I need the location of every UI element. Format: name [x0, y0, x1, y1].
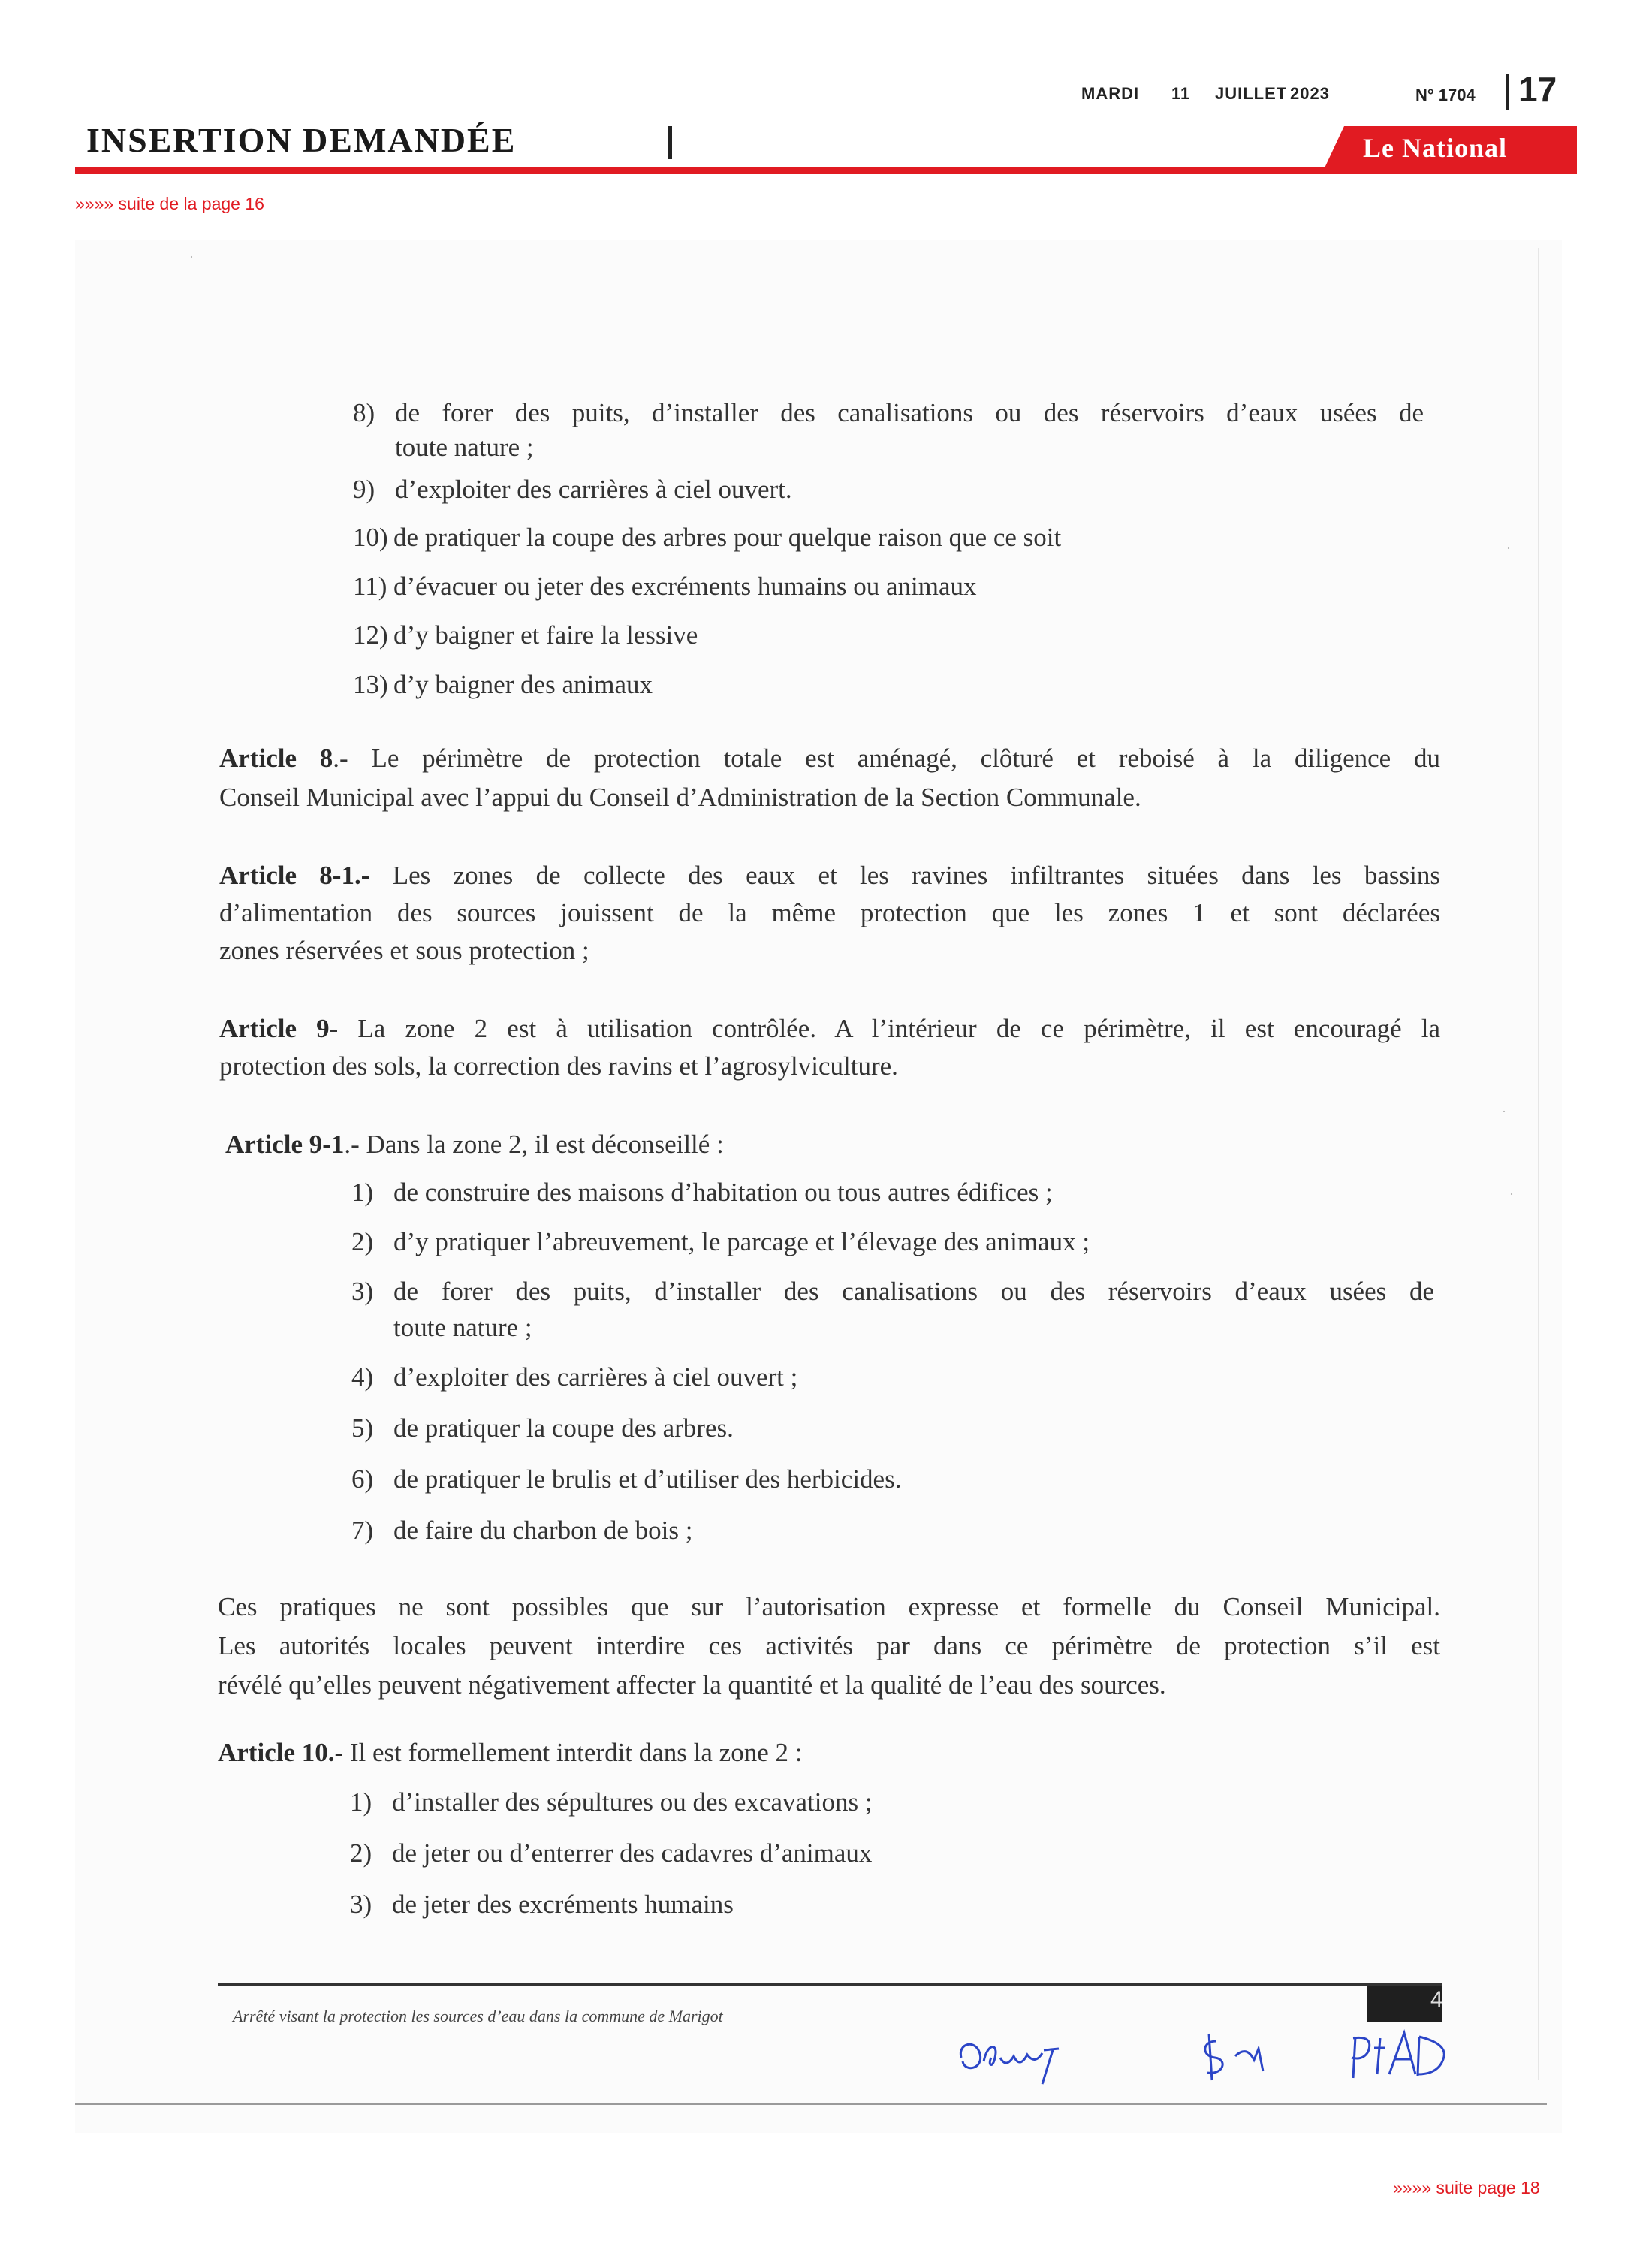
signature-1 — [954, 2028, 1074, 2088]
scan-artifact: · — [1506, 541, 1511, 556]
date-month: JUILLET — [1215, 84, 1288, 103]
list-item-continuation: toute nature ; — [395, 433, 534, 462]
article-heading: Article 9-1 — [225, 1130, 345, 1159]
article-9-line: Article 9- La zone 2 est à utilisation contrôlée. A l’intérieur de ce périmètre, il est encouragé la — [219, 1014, 1440, 1043]
article-heading: Article 10.- — [218, 1738, 344, 1767]
article-8-line: Conseil Municipal avec l’appui du Conseil d’Administration de la Section Communale. — [219, 783, 1141, 812]
scanned-document — [75, 240, 1562, 2133]
dateline — [1081, 84, 1403, 104]
document-footer-caption: Arrêté visant la protection les sources d’eau dans la commune de Marigot — [233, 2007, 723, 2025]
list-item: 7) de faire du charbon de bois ; — [351, 1516, 693, 1545]
article-8-1-line: zones réservées et sous protection ; — [219, 936, 589, 965]
list-item: 12) d’y baigner et faire la lessive — [353, 620, 698, 650]
continued-to-link[interactable]: »»»» suite page 18 — [1393, 2178, 1540, 2197]
section-title: INSERTION DEMANDÉE — [86, 121, 517, 159]
article-8-1-line: Article 8-1.- Les zones de collecte des eaux et les ravines infiltrantes situées dans les bassins — [219, 861, 1440, 890]
date-year: 2023 — [1290, 84, 1330, 103]
article-9-line: protection des sols, la correction des ravins et l’agrosylviculture. — [219, 1051, 898, 1081]
date-day: MARDI — [1081, 84, 1140, 103]
article-8-1-line: d’alimentation des sources jouissent de la même protection que les zones 1 et sont déclarées — [219, 898, 1440, 927]
article-8-line: Article 8.- Le périmètre de protection totale est aménagé, clôturé et reboisé à la diligence du — [219, 743, 1440, 773]
date-number: 11 — [1171, 84, 1191, 103]
list-item: 2) de jeter ou d’enterrer des cadavres d’animaux — [350, 1838, 873, 1868]
scan-artifact: · — [189, 249, 194, 264]
list-item: 1) de construire des maisons d’habitation ou tous autres édifices ; — [351, 1178, 1053, 1207]
issue-number: N° 1704 — [1415, 86, 1476, 104]
list-item: 3) de jeter des excréments humains — [350, 1890, 734, 1919]
practices-paragraph-line: Ces pratiques ne sont possibles que sur l’autorisation expresse et formelle du Conseil Municipal. — [218, 1592, 1440, 1621]
list-item: 5) de pratiquer la coupe des arbres. — [351, 1413, 734, 1443]
scan-artifact: · — [1502, 1104, 1506, 1119]
practices-paragraph-line: révélé qu’elles peuvent négativement affecter la quantité et la qualité de l’eau des sources. — [218, 1670, 1166, 1700]
continued-from-link[interactable]: »»»» suite de la page 16 — [75, 194, 264, 213]
list-item: 9) d’exploiter des carrières à ciel ouvert. — [353, 475, 792, 504]
scan-right-edge — [1538, 248, 1539, 2080]
list-item: 2) d’y pratiquer l’abreuvement, le parcage et l’élevage des animaux ; — [351, 1227, 1090, 1256]
practices-paragraph-line: Les autorités locales peuvent interdire ces activités par dans ce périmètre de protection s’il est — [218, 1631, 1440, 1660]
document-page-number: 4 — [1430, 1987, 1443, 2012]
scan-artifact: · — [1509, 1187, 1514, 1202]
article-9-1-intro: Article 9-1.- Dans la zone 2, il est déconseillé : — [225, 1130, 724, 1159]
article-heading: Article 8-1.- — [219, 861, 370, 890]
article-10-intro: Article 10.- Il est formellement interdit dans la zone 2 : — [218, 1738, 803, 1767]
document-footer-rule — [218, 1983, 1442, 1986]
list-item: 10) de pratiquer la coupe des arbres pour quelque raison que ce soit — [353, 523, 1062, 552]
list-item: 6) de pratiquer le brulis et d’utiliser des herbicides. — [351, 1464, 902, 1494]
scan-bottom-edge — [75, 2103, 1547, 2105]
article-heading: Article 8 — [219, 743, 333, 773]
title-divider — [668, 126, 672, 159]
page-number: 17 — [1518, 70, 1557, 109]
header-divider — [1506, 74, 1509, 110]
signature-3 — [1344, 2022, 1457, 2089]
signature-2 — [1194, 2026, 1284, 2086]
list-item: 13) d’y baigner des animaux — [353, 670, 653, 699]
list-item: 11) d’évacuer ou jeter des excréments humains ou animaux — [353, 572, 977, 601]
list-item: 8) de forer des puits, d’installer des canalisations ou des réservoirs d’eaux usées de — [353, 398, 1424, 427]
list-item-continuation: toute nature ; — [393, 1313, 532, 1342]
list-item: 3) de forer des puits, d’installer des canalisations ou des réservoirs d’eaux usées de — [351, 1277, 1434, 1306]
page-header — [0, 0, 1652, 225]
brand-logo: Le National — [1363, 133, 1508, 163]
article-heading: Article 9 — [219, 1014, 330, 1043]
list-item: 1) d’installer des sépultures ou des excavations ; — [350, 1787, 873, 1817]
list-item: 4) d’exploiter des carrières à ciel ouvert ; — [351, 1362, 798, 1392]
